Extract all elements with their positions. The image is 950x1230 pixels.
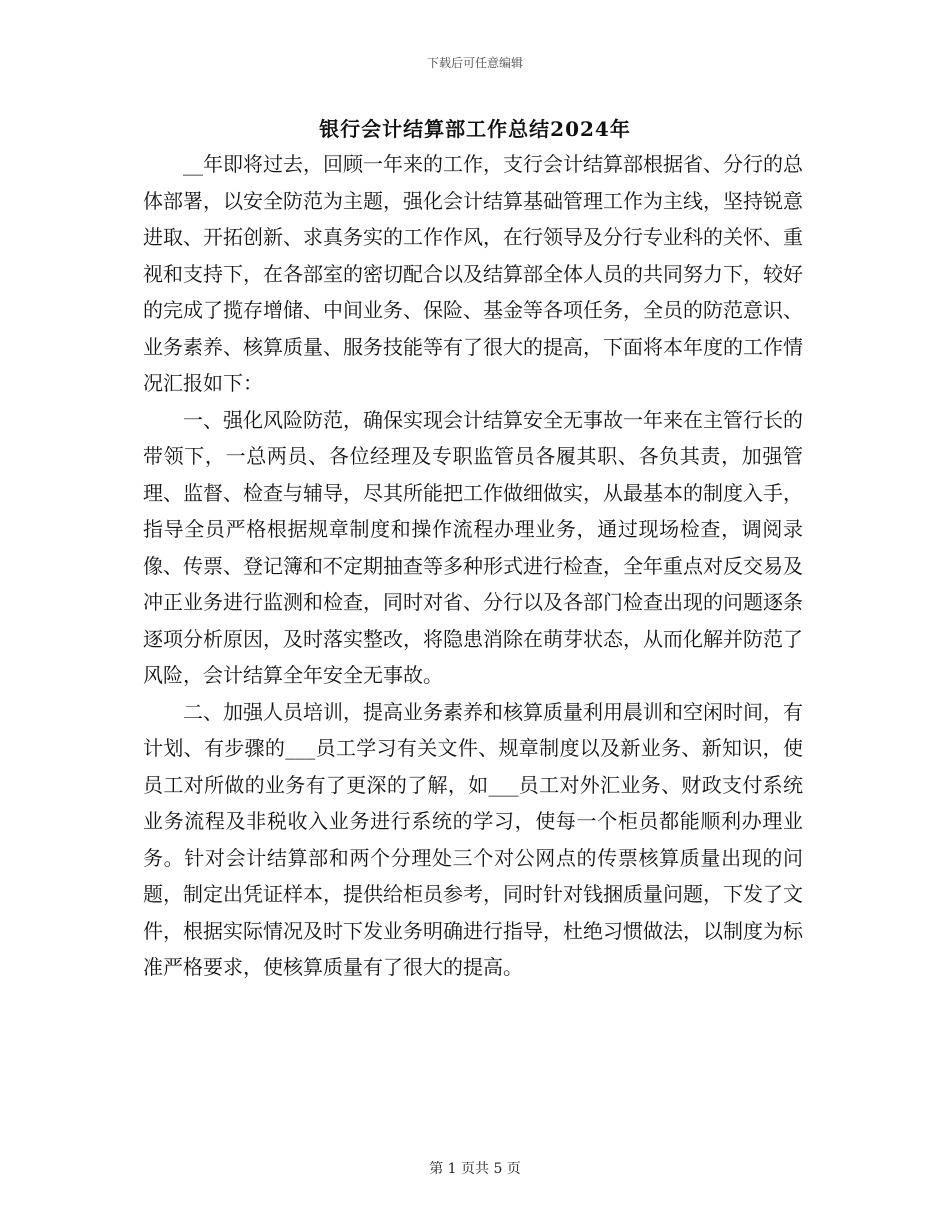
header-note: 下载后可任意编辑 <box>426 56 523 70</box>
paragraph-staff-training: 二、加强人员培训，提高业务素养和核算质量利用晨训和空闲时间，有计划、有步骤的___员工学习有关文件、规章制度以及新业务、新知识，使员工对所做的业务有了更深的了解，如___员工对外汇业务、财政支付系统业务流程及非税收入业务进行系统的学习，使每一个柜员都能顺利办理业务。针对会计结算部和两个分理处三个对公网点的传票核算质量出现的问题，制定出凭证样本，提供给柜员参考，同时针对钱捆质量问题，下发了文件，根据实际情况及时下发业务明确进行指导，杜绝习惯做法，以制度为标准严格要求，使核算质量有了很大的提高。 <box>143 699 803 979</box>
page-number: 第 1 页共 5 页 <box>429 1161 521 1177</box>
document-body <box>143 146 803 986</box>
paragraph-intro: __年即将过去，回顾一年来的工作，支行会计结算部根据省、分行的总体部署，以安全防范为主题，强化会计结算基础管理工作为主线，坚持锐意进取、开拓创新、求真务实的工作作风，在行领导及分行专业科的关怀、重视和支持下，在各部室的密切配合以及结算部全体人员的共同努力下，较好的完成了揽存增储、中间业务、保险、基金等各项任务，全员的防范意识、业务素养、核算质量、服务技能等有了很大的提高，下面将本年度的工作情况汇报如下： <box>143 152 803 395</box>
paragraph-risk-prevention: 一、强化风险防范，确保实现会计结算安全无事故一年来在主管行长的带领下，一总两员、各位经理及专职监管员各履其职、各负其责，加强管理、监督、检查与辅导，尽其所能把工作做细做实，从最基本的制度入手，指导全员严格根据规章制度和操作流程办理业务，通过现场检查，调阅录像、传票、登记簿和不定期抽查等多种形式进行检查，全年重点对反交易及冲正业务进行监测和检查，同时对省、分行以及各部门检查出现的问题逐条逐项分析原因，及时落实整改，将隐患消除在萌芽状态，从而化解并防范了风险，会计结算全年安全无事故。 <box>143 407 803 687</box>
document-title: 银行会计结算部工作总结2024年 <box>319 117 631 141</box>
